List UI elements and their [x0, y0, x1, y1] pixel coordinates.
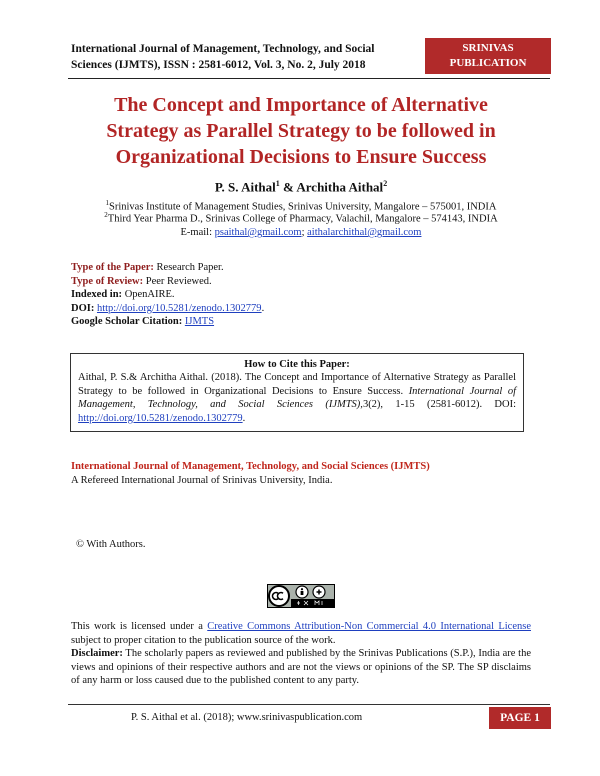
cc-license-icon[interactable]	[267, 584, 335, 608]
copyright-notice: © With Authors.	[76, 539, 146, 550]
affiliation-text: Third Year Pharma D., Srinivas College of Pharmacy, Valachil, Mangalore – 574143, INDIA	[107, 213, 498, 225]
publisher-badge-line1: SRINIVAS	[462, 42, 514, 54]
review-type-row	[71, 275, 264, 289]
paper-title-line3: Organizational Decisions to Ensure Success	[115, 146, 487, 168]
author-affiliation-mark: 2	[383, 179, 388, 188]
scholar-label: Google Scholar Citation:	[71, 316, 183, 328]
scholar-link[interactable]: IJMTS	[184, 316, 215, 328]
indexed-value: OpenAIRE.	[122, 289, 175, 301]
affiliation-mark: 2	[104, 211, 108, 219]
journal-header	[71, 41, 411, 73]
doi-label: DOI:	[71, 302, 95, 314]
paper-metadata	[71, 261, 264, 329]
indexed-label: Indexed in:	[71, 289, 123, 301]
paper-title-line2: Strategy as Parallel Strategy to be followed in	[106, 120, 496, 142]
footer-citation: P. S. Aithal et al. (2018); www.srinivaspublication.com	[131, 712, 363, 723]
citation-text	[78, 371, 516, 425]
paper-type-row	[71, 261, 264, 275]
citation-end: .	[242, 412, 246, 424]
license-text: subject to proper citation to the publication source of the work.	[71, 634, 336, 646]
citation-box	[70, 353, 524, 432]
review-type-value: Peer Reviewed.	[143, 275, 212, 287]
indexed-row	[71, 288, 264, 302]
author-separator: &	[279, 179, 297, 195]
author-list	[70, 179, 532, 195]
license-statement	[71, 620, 531, 647]
publisher-badge	[425, 38, 551, 74]
email-link[interactable]: aithalarchithal@gmail.com	[307, 227, 422, 238]
affiliation-text: Srinivas Institute of Management Studies, Srinivas University, Mangalore – 575001, INDIA	[109, 201, 497, 213]
doi-row	[71, 302, 264, 316]
review-type-label: Type of Review:	[71, 275, 144, 287]
email-separator: ;	[301, 227, 308, 238]
paper-type-label: Type of the Paper:	[71, 262, 154, 273]
affiliation-mark: 1	[105, 199, 109, 207]
disclaimer	[71, 647, 531, 688]
citation-part: Aithal, P. S.& Architha Aithal. (2018). The Concept and Importance of Alternative Strategy as Parallel Strategy to be followed in Organizational Decisions to Ensure Success.	[78, 372, 516, 397]
header-divider	[68, 78, 550, 79]
publisher-badge-line2: PUBLICATION	[449, 57, 527, 69]
citation-heading: How to Cite this Paper:	[244, 359, 350, 370]
citation-journal: International Journal of Management, Technology, and Social Sciences (IJMTS),	[78, 385, 516, 411]
paper-type-value: Research Paper.	[153, 262, 224, 273]
paper-title-line1: The Concept and Importance of Alternative	[114, 94, 488, 116]
license-link[interactable]: Creative Commons Attribution-Non Commercial 4.0 International License	[207, 621, 531, 632]
license-section	[71, 620, 531, 688]
author-name: Architha Aithal	[296, 179, 384, 195]
author-affiliation-mark: 1	[275, 179, 280, 188]
disclaimer-label: Disclaimer:	[71, 648, 123, 660]
page-number-badge: PAGE 1	[489, 707, 551, 729]
journal-description: A Refereed International Journal of Srinivas University, India.	[71, 475, 333, 486]
author-name: P. S. Aithal	[214, 179, 276, 195]
email-link[interactable]: psaithal@gmail.com	[214, 227, 302, 238]
journal-name: International Journal of Management, Technology, and Social Sciences (IJMTS)	[71, 461, 430, 472]
email-line	[70, 227, 532, 238]
citation-part: 3(2), 1-15 (2581-6012). DOI:	[362, 399, 516, 411]
doi-end: .	[261, 302, 265, 314]
journal-header-line2: Sciences (IJMTS), ISSN : 2581-6012, Vol. 3, No. 2, July 2018	[71, 59, 366, 71]
disclaimer-text: The scholarly papers as reviewed and published by the Srinivas Publications (S.P.), India are the views and opinions of their respective authors and are not the views or opinions of the SP. The SP disclaims of any harm or loss caused due to the published content to any party.	[71, 648, 531, 687]
footer-divider	[68, 704, 550, 705]
journal-header-line1: International Journal of Management, Technology, and Social	[71, 43, 375, 55]
citation-doi-link[interactable]: http://doi.org/10.5281/zenodo.1302779	[78, 412, 243, 424]
paper-title	[70, 92, 532, 170]
license-text: This work is licensed under a	[71, 621, 208, 632]
doi-link[interactable]: http://doi.org/10.5281/zenodo.1302779	[96, 302, 262, 314]
email-label: E-mail:	[180, 227, 215, 238]
affiliation	[70, 209, 532, 226]
scholar-row	[71, 315, 264, 329]
